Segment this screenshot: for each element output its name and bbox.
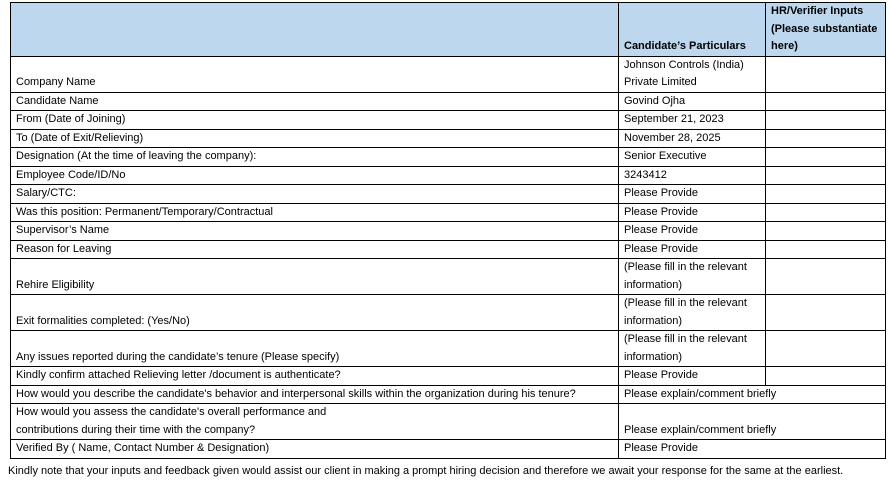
table-row	[11, 259, 886, 295]
row-value: November 28, 2025	[619, 129, 766, 148]
row-label: How would you assess the candidate's overall performance and contributions during their time with the company?	[11, 404, 619, 440]
verifier-input-cell[interactable]	[766, 331, 886, 367]
table-row	[11, 331, 886, 367]
row-label: Was this position: Permanent/Temporary/Contractual	[11, 203, 619, 222]
verification-form-table	[10, 2, 886, 459]
verifier-input-cell[interactable]	[766, 92, 886, 111]
footer-note: Kindly note that your inputs and feedback given would assist our client in making a prompt hiring decision and therefore we await your response for the same at the earliest.	[8, 465, 844, 477]
verifier-input-cell[interactable]	[766, 129, 886, 148]
table-row	[11, 56, 886, 92]
table-row	[11, 185, 886, 204]
row-value: (Please fill in the relevant information)	[619, 259, 766, 295]
table-row	[11, 129, 886, 148]
row-label: Designation (At the time of leaving the company):	[11, 148, 619, 167]
row-value: Senior Executive	[619, 148, 766, 167]
row-value-wide[interactable]: Please explain/comment briefly	[619, 385, 886, 404]
table-row	[11, 404, 886, 440]
verifier-input-cell[interactable]	[766, 259, 886, 295]
table-row	[11, 385, 886, 404]
row-label: Reason for Leaving	[11, 240, 619, 259]
row-label: Kindly confirm attached Relieving letter /document is authenticate?	[11, 367, 619, 386]
row-value: Please Provide	[619, 185, 766, 204]
row-value: Please Provide	[619, 240, 766, 259]
verifier-input-cell[interactable]	[766, 203, 886, 222]
row-label: Any issues reported during the candidate’s tenure (Please specify)	[11, 331, 619, 367]
row-label: From (Date of Joining)	[11, 111, 619, 130]
verifier-input-cell[interactable]	[766, 148, 886, 167]
table-row	[11, 367, 886, 386]
table-row	[11, 111, 886, 130]
row-label: Exit formalities completed: (Yes/No)	[11, 295, 619, 331]
row-label: Verified By ( Name, Contact Number & Designation)	[11, 440, 619, 459]
table-row	[11, 222, 886, 241]
row-label: Salary/CTC:	[11, 185, 619, 204]
row-value-wide[interactable]: Please Provide	[619, 440, 886, 459]
table-row	[11, 295, 886, 331]
row-label: Company Name	[11, 56, 619, 92]
verifier-input-cell[interactable]	[766, 111, 886, 130]
header-empty-cell	[11, 3, 619, 57]
table-row	[11, 203, 886, 222]
table-row	[11, 440, 886, 459]
row-label: How would you describe the candidate's behavior and interpersonal skills within the organization during his tenure?	[11, 385, 619, 404]
row-value: Please Provide	[619, 203, 766, 222]
table-header-row	[11, 3, 886, 57]
verifier-input-cell[interactable]	[766, 166, 886, 185]
table-row	[11, 148, 886, 167]
header-candidate-particulars: Candidate’s Particulars	[619, 3, 766, 57]
verifier-input-cell[interactable]	[766, 295, 886, 331]
verifier-input-cell[interactable]	[766, 185, 886, 204]
row-value: Please Provide	[619, 367, 766, 386]
verifier-input-cell[interactable]	[766, 222, 886, 241]
row-label: Rehire Eligibility	[11, 259, 619, 295]
table-row	[11, 92, 886, 111]
header-hr-verifier-inputs: HR/Verifier Inputs (Please substantiate here)	[766, 3, 886, 57]
row-label: Employee Code/ID/No	[11, 166, 619, 185]
row-value: Please Provide	[619, 222, 766, 241]
table-row	[11, 166, 886, 185]
row-value: (Please fill in the relevant information)	[619, 295, 766, 331]
row-label: To (Date of Exit/Relieving)	[11, 129, 619, 148]
verifier-input-cell[interactable]	[766, 240, 886, 259]
row-value: Govind Ojha	[619, 92, 766, 111]
row-value: 3243412	[619, 166, 766, 185]
row-value: (Please fill in the relevant information)	[619, 331, 766, 367]
row-label: Supervisor’s Name	[11, 222, 619, 241]
row-value-wide[interactable]: Please explain/comment briefly	[619, 404, 886, 440]
verifier-input-cell[interactable]	[766, 367, 886, 386]
row-value: September 21, 2023	[619, 111, 766, 130]
verifier-input-cell[interactable]	[766, 56, 886, 92]
row-value: Johnson Controls (India) Private Limited	[619, 56, 766, 92]
row-label: Candidate Name	[11, 92, 619, 111]
table-row	[11, 240, 886, 259]
